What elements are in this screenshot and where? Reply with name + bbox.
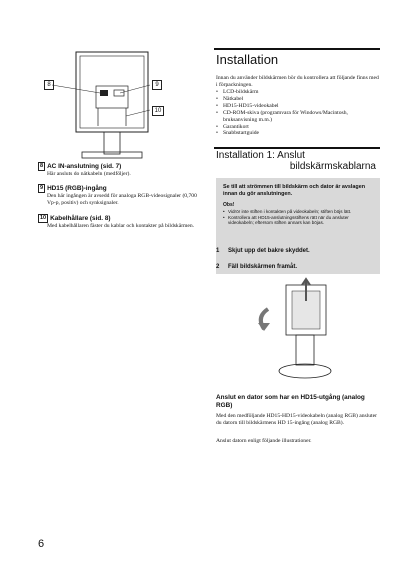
- step-number: 1: [216, 248, 220, 254]
- note-item: • Kontrollera att HD15-anslutningsstiftens rätt när du ansluter videokabeln; eftersom stiften annars kan böjas.: [223, 215, 375, 226]
- list-item: • Snabbstartguide: [216, 130, 382, 137]
- item-body: Den här ingången är avsedd för analoga RGB-videosignaler (0,700 Vp-p, positiv) och synksignaler.: [47, 192, 197, 206]
- item-number: 8: [40, 163, 44, 169]
- subsection-title: Anslut en dator som har en HD15-utgång (analog RGB): [216, 394, 365, 409]
- installation-intro: Innan du använder bildskärmen bör du kontrollera att följande finns med i förpackningen.: [216, 75, 379, 88]
- item-ac-in: [38, 162, 198, 178]
- item-number: 9: [40, 185, 44, 191]
- page-number: 6: [38, 538, 45, 550]
- note-item: • Vidrör inte stiften i kontakten på videokabeln; stiften böjs lätt.: [223, 209, 375, 215]
- note-list: [223, 209, 375, 226]
- item-title: AC IN-anslutning (sid. 7): [47, 162, 122, 170]
- list-item: • Nätkabel: [216, 96, 382, 103]
- step-text: Fäll bildskärmen framåt.: [228, 264, 298, 270]
- subsection-para2: Anslut datorn enligt följande illustrationer.: [216, 438, 312, 444]
- list-item: • LCD-bildskärm: [216, 89, 382, 96]
- note-label: Obs!: [223, 202, 235, 208]
- section-rule-1: [214, 147, 380, 149]
- item-title: Kabelhållare (sid. 8): [50, 214, 111, 222]
- section1-title: [216, 150, 380, 172]
- package-contents-list: [216, 89, 382, 137]
- step-number: 2: [216, 264, 220, 270]
- callout-8: 8: [44, 80, 54, 90]
- callout-10: 10: [152, 106, 164, 116]
- monitor-rear-illustration: [38, 50, 188, 160]
- item-body: Här ansluts do nätkabeln (medföljer).: [47, 170, 131, 177]
- item-number: 10: [40, 215, 47, 221]
- list-item: • Garantikort: [216, 124, 382, 131]
- installation-title: Installation: [216, 52, 279, 67]
- step-2: [216, 264, 297, 270]
- item-title: HD15 (RGB)-ingång: [47, 184, 107, 192]
- section-rule-top: [214, 48, 380, 50]
- list-item: • CD-ROM-skiva (programvara för Windows/Macintosh, bruksanvisning m.m.): [216, 110, 382, 124]
- step-text: Skjut upp det bakre skyddet.: [228, 248, 310, 254]
- monitor-fold-illustration: [248, 273, 358, 383]
- step-1: [216, 248, 310, 254]
- section1-title-line2: bildskärmskablarna: [289, 161, 376, 172]
- callout-9: 9: [152, 80, 162, 90]
- subsection-para1: Med den medföljande HD15-HD15-videokabeln (analog RGB) ansluter du datorn till bildskärmens HD 15-ingång (analog RGB).: [216, 413, 377, 426]
- warning-note-box: [216, 178, 380, 274]
- item-body: Med kabelhållaren fäster du kablar och kontakter på bildskärmen.: [47, 222, 195, 229]
- section1-title-line1: Installation 1: Anslut: [216, 150, 305, 161]
- warning-text: Se till att strömmen till bildskärm och dator är avslagen innan du gör anslutningen.: [223, 184, 365, 197]
- item-cable-holder: [38, 214, 198, 230]
- list-item: • HD15-HD15-videokabel: [216, 103, 382, 110]
- item-hd15: [38, 184, 198, 207]
